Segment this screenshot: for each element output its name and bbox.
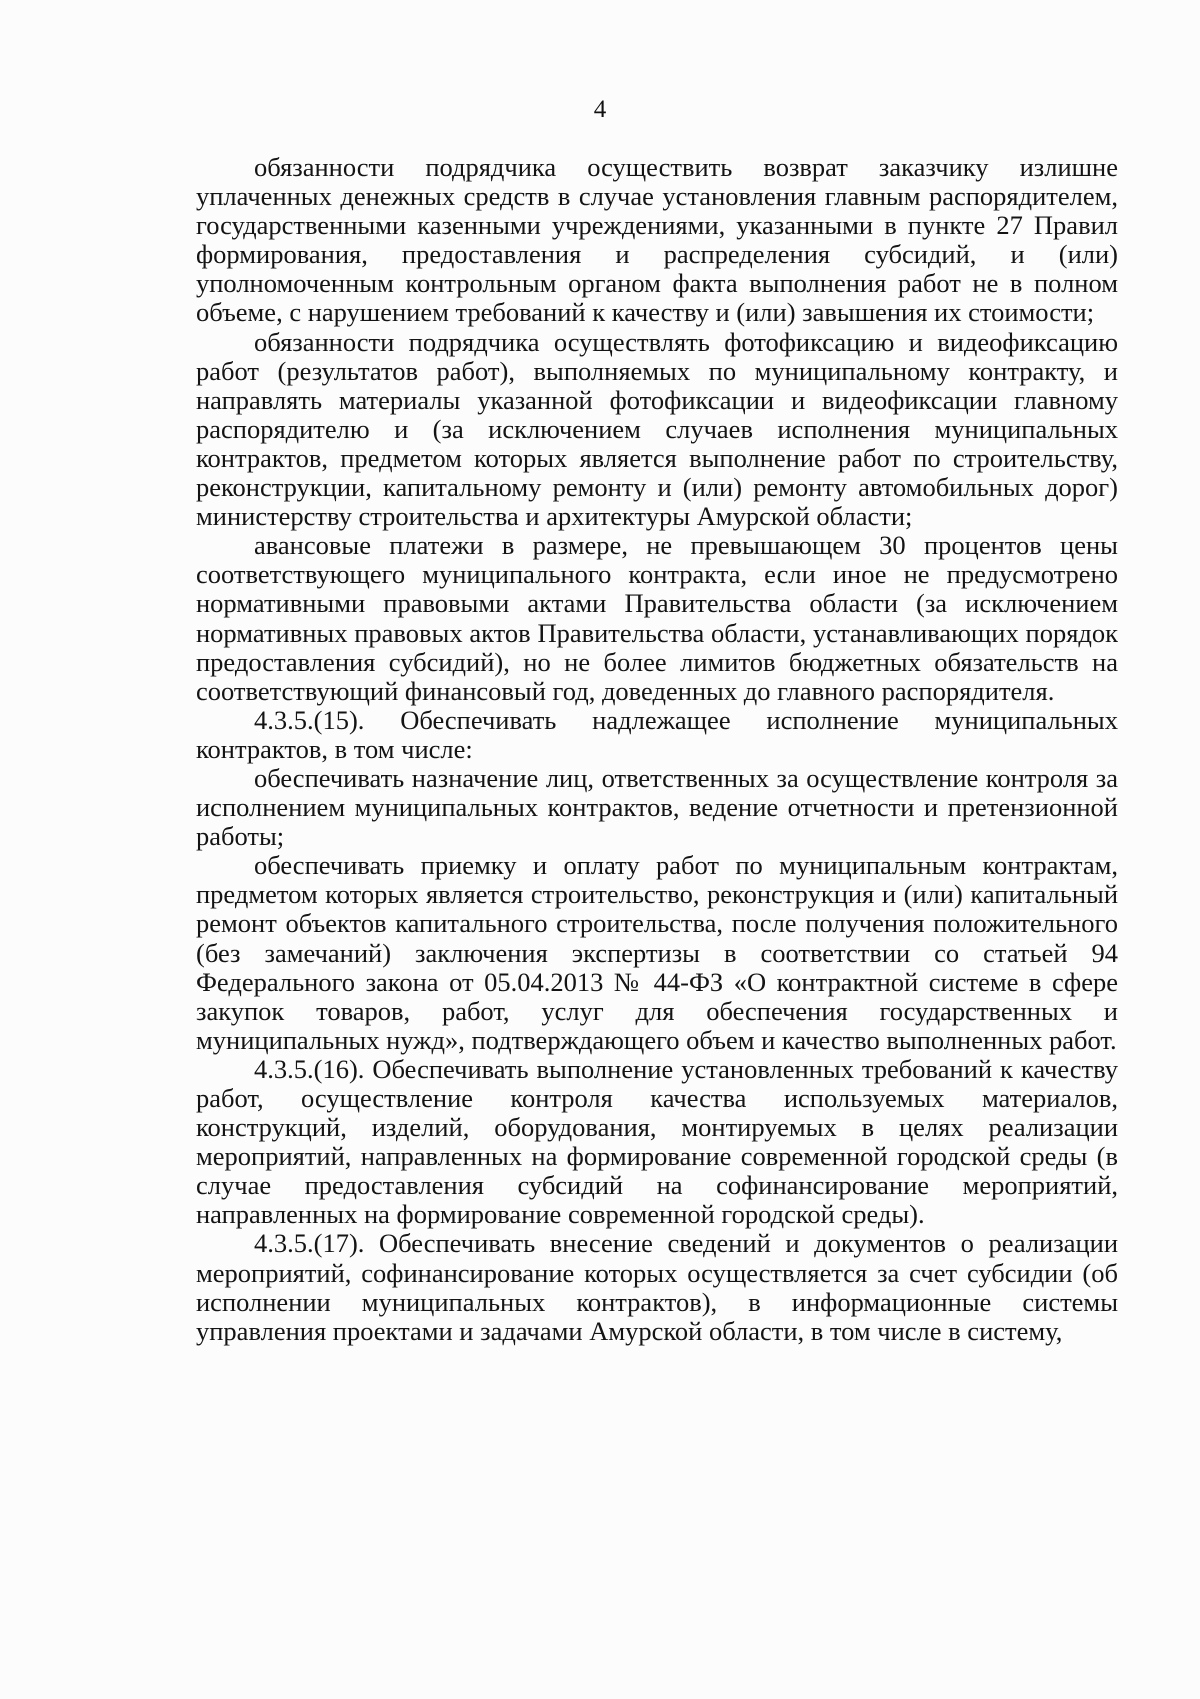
paragraph-acceptance-and-payment: обеспечивать приемку и оплату работ по муниципальным контрактам, предметом которых является строительство, реконструкция и (или) капитальный ремонт объектов капитального строительства, после получения положительного (без замечаний) заключения экспертизы в соответствии со статьей 94 Федерального закона от 05.04.2013 № 44-ФЗ «О контрактной системе в сфере закупок товаров, работ, услуг для обеспечения государственных и муниципальных нужд», подтверждающего объем и качество выполненных работ.: [196, 850, 1118, 1055]
paragraph-clause-4-3-5-17: 4.3.5.(17). Обеспечивать внесение сведений и документов о реализации мероприятий, софинансирование которых осуществляется за счет субсидии (об исполнении муниципальных контрактов), в информационные системы управления проектами и задачами Амурской области, в том числе в систему,: [196, 1228, 1118, 1346]
paragraph-photo-video-fixation: обязанности подрядчика осуществлять фотофиксацию и видеофиксацию работ (результатов работ), выполняемых по муниципальному контракту, и направлять материалы указанной фотофиксации и видеофиксации главному распорядителю и (за исключением случаев исполнения муниципальных контрактов, предметом которых является выполнение работ по строительству, реконструкции, капитальному ремонту и (или) ремонту автомобильных дорог) министерству строительства и архитектуры Амурской области;: [196, 326, 1118, 532]
paragraph-clause-4-3-5-15: 4.3.5.(15). Обеспечивать надлежащее исполнение муниципальных контрактов, в том числе:: [196, 704, 1118, 764]
paragraph-contract-control-persons: обеспечивать назначение лиц, ответственных за осуществление контроля за исполнением муниципальных контрактов, ведение отчетности и претензионной работы;: [196, 762, 1118, 852]
page-number: 4: [593, 96, 607, 123]
paragraph-clause-4-3-5-16: 4.3.5.(16). Обеспечивать выполнение установленных требований к качеству работ, осуществление контроля качества используемых материалов, конструкций, изделий, оборудования, монтируемых в целях реализации мероприятий, направленных на формирование современной городской среды (в случае предоставления субсидий на софинансирование мероприятий, направленных на формирование современной городской среды).: [196, 1053, 1118, 1230]
document-body: [196, 153, 1118, 1346]
paragraph-advance-payments: авансовые платежи в размере, не превышающем 30 процентов цены соответствующего муниципального контракта, если иное не предусмотрено нормативными правовыми актами Правительства области (за исключением нормативных правовых актов Правительства области, устанавливающих порядок предоставления субсидий), но не более лимитов бюджетных обязательств на соответствующий финансовый год, доведенных до главного распорядителя.: [196, 530, 1118, 706]
paragraph-contractor-refund-obligation: обязанности подрядчика осуществить возврат заказчику излишне уплаченных денежных средств в случае установления главным распорядителем, государственными казенными учреждениями, указанными в пункте 27 Правил формирования, предоставления и распределения субсидий, и (или) уполномоченным контрольным органом факта выполнения работ не в полном объеме, с нарушением требований к качеству и (или) завышения их стоимости;: [196, 152, 1118, 328]
